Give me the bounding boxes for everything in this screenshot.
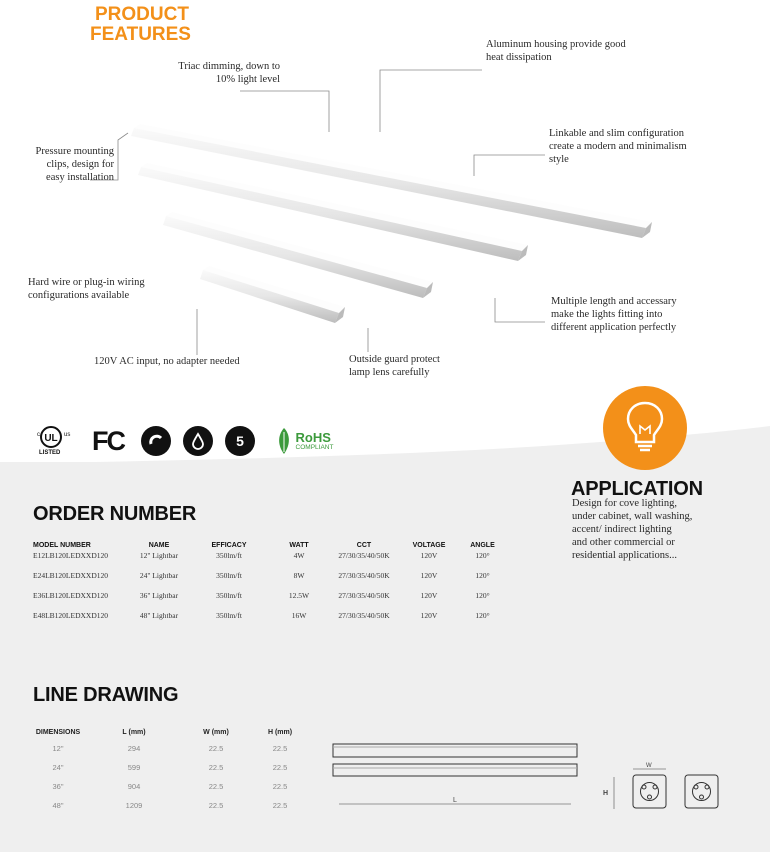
order-header-model: MODEL NUMBER bbox=[33, 542, 91, 549]
application-line5: residential applications... bbox=[572, 550, 677, 561]
dimensions-table bbox=[33, 725, 313, 815]
order-cell: 12.5W bbox=[288, 591, 310, 600]
application-line2: under cabinet, wall washing, bbox=[572, 511, 693, 522]
dim-cell: 48" bbox=[52, 801, 64, 810]
table-row bbox=[33, 570, 506, 590]
ul-listed-icon bbox=[33, 424, 73, 458]
callout-pressure-line3: easy installation bbox=[46, 172, 114, 183]
dim-cell: 1209 bbox=[125, 801, 143, 810]
callout-input-line1: 120V AC input, no adapter needed bbox=[94, 356, 240, 367]
callout-aluminum bbox=[486, 38, 686, 64]
dim-cell: 22.5 bbox=[208, 782, 224, 791]
ul-listed-text: LISTED bbox=[39, 450, 61, 456]
order-cell: 350lm/ft bbox=[216, 551, 242, 560]
order-cell: 12" Lightbar bbox=[139, 551, 179, 560]
order-cell: 120° bbox=[475, 591, 490, 600]
order-cell: 120V bbox=[420, 551, 438, 560]
dim-cell: 294 bbox=[127, 744, 141, 753]
order-cell: 16W bbox=[291, 611, 307, 620]
callout-guard bbox=[349, 353, 509, 379]
order-cell: 27/30/35/40/50K bbox=[338, 591, 390, 600]
fcc-icon bbox=[85, 424, 131, 458]
order-cell: 24" Lightbar bbox=[139, 571, 179, 580]
side-view-drawing bbox=[325, 735, 585, 815]
order-cell: 36" Lightbar bbox=[139, 591, 179, 600]
table-row bbox=[33, 550, 506, 570]
callout-guard-line1: Outside guard protect bbox=[349, 354, 440, 365]
order-header-cct: CCT bbox=[356, 542, 372, 549]
dim-cell: 904 bbox=[127, 782, 141, 791]
callout-guard-line2: lamp lens carefully bbox=[349, 367, 430, 378]
order-cell: E48LB120LEDXXD120 bbox=[33, 611, 108, 620]
callout-multiple-line2: make the lights fitting into bbox=[551, 309, 663, 320]
warranty-text: 5 bbox=[225, 426, 255, 456]
dim-cell: 24" bbox=[52, 763, 64, 772]
callout-pressure bbox=[8, 145, 114, 184]
order-header-angle: ANGLE bbox=[470, 542, 495, 549]
features-title-line1: PRODUCT bbox=[95, 4, 189, 25]
order-cell: 8W bbox=[293, 571, 305, 580]
order-cell: 120V bbox=[420, 571, 438, 580]
order-cell: E12LB120LEDXXD120 bbox=[33, 551, 108, 560]
table-row bbox=[33, 758, 313, 777]
dim-cell: 22.5 bbox=[272, 782, 288, 791]
callout-triac bbox=[130, 60, 280, 86]
application-circle bbox=[603, 386, 687, 470]
callout-linkable-line2: create a modern and minimalism bbox=[549, 141, 687, 152]
dim-cell: 599 bbox=[127, 763, 141, 772]
svg-text:c: c bbox=[37, 432, 40, 438]
dim-header-dimensions: DIMENSIONS bbox=[35, 728, 81, 736]
width-label: W bbox=[646, 763, 652, 769]
table-row bbox=[33, 777, 313, 796]
dim-cell: 12" bbox=[52, 744, 64, 753]
callout-linkable bbox=[549, 127, 749, 166]
order-cell: 120° bbox=[475, 611, 490, 620]
callout-aluminum-line1: Aluminum housing provide good bbox=[486, 39, 626, 50]
dim-cell: 22.5 bbox=[208, 744, 224, 753]
order-cell: 350lm/ft bbox=[216, 591, 242, 600]
order-cell: 120° bbox=[475, 551, 490, 560]
dimensions-header bbox=[33, 725, 313, 739]
order-cell: 27/30/35/40/50K bbox=[338, 571, 390, 580]
callout-multiple bbox=[551, 295, 751, 334]
lightbar-12 bbox=[200, 266, 345, 323]
dim-header-height: H (mm) bbox=[267, 728, 293, 736]
application-line3: accent/ indirect lighting bbox=[572, 524, 672, 535]
table-row bbox=[33, 739, 313, 758]
application-line1: Design for cove lighting, bbox=[572, 498, 677, 509]
dim-cell: 36" bbox=[52, 782, 64, 791]
dim-header-length: L (mm) bbox=[122, 728, 146, 736]
callout-linkable-line3: style bbox=[549, 154, 569, 165]
order-header-voltage: VOLTAGE bbox=[412, 542, 446, 549]
lightbulb-icon bbox=[603, 386, 687, 470]
height-label: H bbox=[603, 790, 609, 797]
lightbar-36 bbox=[138, 163, 528, 261]
application-title: APPLICATION bbox=[571, 478, 703, 500]
table-row bbox=[33, 590, 506, 610]
callout-hardwire-line2: configurations available bbox=[28, 290, 130, 301]
rohs-subtext: COMPLIANT bbox=[295, 443, 334, 451]
callout-hardwire-line1: Hard wire or plug-in wiring bbox=[28, 277, 145, 288]
callout-hardwire bbox=[28, 276, 208, 302]
callout-pressure-line2: clips, design for bbox=[46, 159, 114, 170]
five-year-warranty-icon bbox=[224, 424, 256, 458]
order-number-title: ORDER NUMBER bbox=[33, 503, 197, 525]
dim-cell: 22.5 bbox=[272, 763, 288, 772]
dim-cell: 22.5 bbox=[208, 763, 224, 772]
dimmable-icon bbox=[140, 424, 172, 458]
order-cell: E24LB120LEDXXD120 bbox=[33, 571, 108, 580]
application-line4: and other commercial or bbox=[572, 537, 675, 548]
line-drawing-title: LINE DRAWING bbox=[33, 684, 179, 706]
order-table-header bbox=[33, 541, 506, 550]
order-cell: 48" Lightbar bbox=[139, 611, 179, 620]
order-cell: 27/30/35/40/50K bbox=[338, 611, 390, 620]
dim-header-width: W (mm) bbox=[203, 728, 229, 736]
svg-text:UL: UL bbox=[44, 433, 58, 444]
order-header-efficacy: EFFICACY bbox=[211, 542, 247, 549]
fcc-text: FC bbox=[92, 425, 124, 456]
order-cell: 350lm/ft bbox=[216, 571, 242, 580]
table-row bbox=[33, 796, 313, 815]
callout-triac-line2: 10% light level bbox=[215, 74, 280, 85]
order-cell: 27/30/35/40/50K bbox=[338, 551, 390, 560]
order-cell: 120° bbox=[475, 571, 490, 580]
order-cell: 120V bbox=[420, 611, 438, 620]
order-header-watt: WATT bbox=[289, 542, 309, 549]
dim-cell: 22.5 bbox=[272, 744, 288, 753]
order-cell: 4W bbox=[293, 551, 305, 560]
table-row bbox=[33, 610, 506, 630]
damp-location-icon bbox=[182, 424, 214, 458]
end-view-drawing bbox=[600, 757, 730, 812]
svg-text:us: us bbox=[64, 432, 71, 438]
rohs-text: RoHS bbox=[295, 429, 331, 445]
order-cell: 350lm/ft bbox=[216, 611, 242, 620]
callout-multiple-line1: Multiple length and accessary bbox=[551, 296, 677, 307]
callout-linkable-line1: Linkable and slim configuration bbox=[549, 128, 685, 139]
order-cell: E36LB120LEDXXD120 bbox=[33, 591, 108, 600]
order-cell: 120V bbox=[420, 591, 438, 600]
application-description bbox=[572, 497, 762, 562]
callout-multiple-line3: different application perfectly bbox=[551, 322, 677, 333]
dim-cell: 22.5 bbox=[208, 801, 224, 810]
order-number-table bbox=[33, 541, 506, 630]
features-title-line2: FEATURES bbox=[90, 24, 191, 45]
callout-pressure-line1: Pressure mounting bbox=[35, 146, 114, 157]
order-header-name: NAME bbox=[148, 542, 170, 549]
dim-cell: 22.5 bbox=[272, 801, 288, 810]
rohs-icon bbox=[266, 424, 342, 458]
callout-triac-line1: Triac dimming, down to bbox=[178, 61, 280, 72]
callout-aluminum-line2: heat dissipation bbox=[486, 52, 552, 63]
callout-input bbox=[94, 355, 294, 368]
length-label: L bbox=[453, 797, 457, 804]
